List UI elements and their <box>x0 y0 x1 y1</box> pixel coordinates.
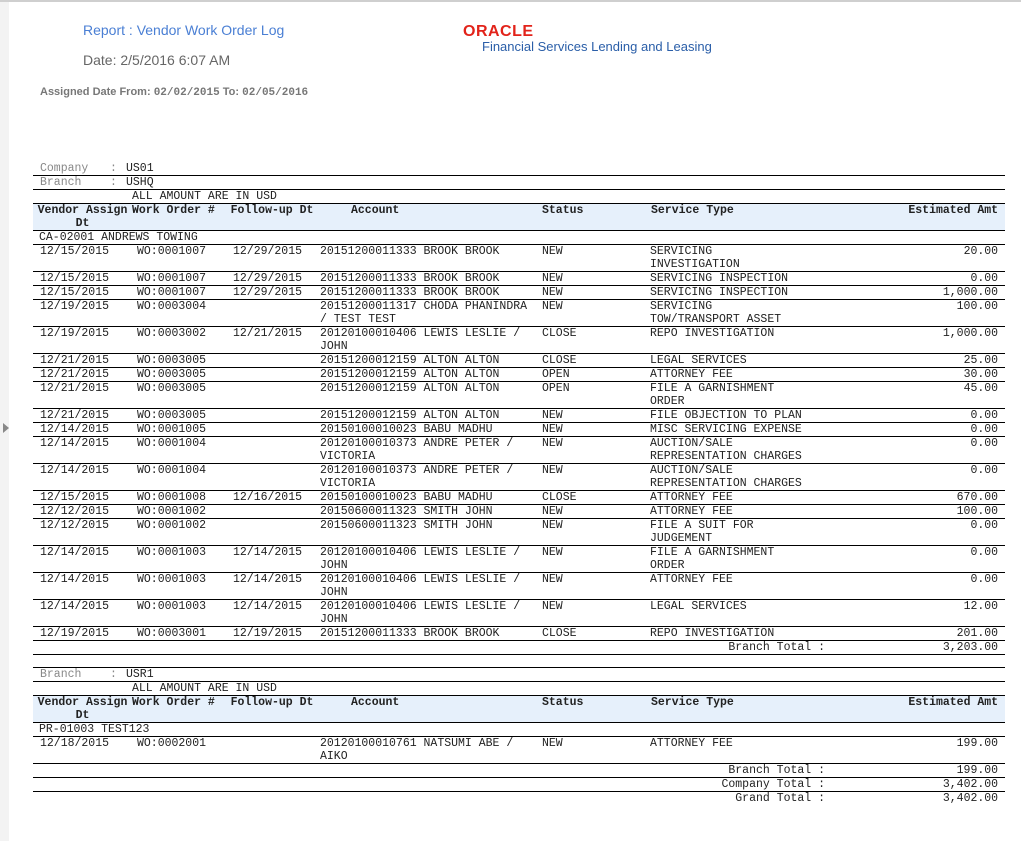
total-row <box>33 778 1005 792</box>
cell-account: 20150100010023 BABU MADHU <box>314 423 536 437</box>
cell-work-order: WO:0001004 <box>132 437 230 464</box>
cell-work-order: WO:0001005 <box>132 423 230 437</box>
cell-vendor-assign-dt: 12/14/2015 <box>33 546 132 573</box>
cell-follow-up-dt <box>230 354 314 368</box>
cell-estimated-amt: 0.00 <box>805 409 1005 423</box>
cell-service-type: FILE A SUIT FOR JUDGEMENT <box>645 519 805 546</box>
range-to-value: 02/05/2016 <box>242 87 309 99</box>
cell-service-type: ATTORNEY FEE <box>645 505 805 519</box>
table-row <box>33 573 1005 600</box>
left-panel-strip <box>0 2 9 841</box>
report-title: Report : Vendor Work Order Log <box>83 22 285 38</box>
cell-vendor-assign-dt: 12/21/2015 <box>33 382 132 409</box>
cell-work-order: WO:0001002 <box>132 519 230 546</box>
table-row <box>33 409 1005 423</box>
column-header-estimated-amt: Estimated Amt <box>805 696 1005 723</box>
cell-vendor-assign-dt: 12/15/2015 <box>33 491 132 505</box>
cell-service-type: ATTORNEY FEE <box>645 573 805 600</box>
cell-vendor-assign-dt: 12/14/2015 <box>33 423 132 437</box>
cell-vendor-assign-dt: 12/19/2015 <box>33 627 132 641</box>
cell-work-order: WO:0001007 <box>132 286 230 300</box>
cell-service-type: REPO INVESTIGATION <box>645 627 805 641</box>
cell-estimated-amt: 30.00 <box>805 368 1005 382</box>
total-value: 3,402.00 <box>942 792 999 805</box>
cell-follow-up-dt <box>230 368 314 382</box>
cell-vendor-assign-dt: 12/15/2015 <box>33 272 132 286</box>
cell-estimated-amt: 20.00 <box>805 245 1005 272</box>
branch-row-cell <box>33 176 1005 190</box>
cell-follow-up-dt: 12/21/2015 <box>230 327 314 354</box>
total-label-text: Company Total : <box>721 778 825 791</box>
column-header-vendor-assign-dt: Vendor Assign Dt <box>33 696 132 723</box>
column-header-follow-up-dt: Follow-up Dt <box>230 204 314 231</box>
cell-work-order: WO:0003001 <box>132 627 230 641</box>
table-row <box>33 491 1005 505</box>
cell-vendor-assign-dt: 12/18/2015 <box>33 737 132 764</box>
range-from-value: 02/02/2015 <box>153 87 220 99</box>
cell-follow-up-dt <box>230 382 314 409</box>
cell-estimated-amt: 0.00 <box>805 519 1005 546</box>
cell-service-type: SERVICING INSPECTION <box>645 286 805 300</box>
expand-panel-arrow-icon[interactable] <box>3 423 9 433</box>
oracle-logo <box>463 24 712 54</box>
cell-account: 20120100010761 NATSUMI ABE / AIKO <box>314 737 536 764</box>
table-row <box>33 286 1005 300</box>
cell-follow-up-dt: 12/14/2015 <box>230 573 314 600</box>
cell-service-type: LEGAL SERVICES <box>645 600 805 627</box>
cell-status: NEW <box>536 519 645 546</box>
assigned-date-range <box>40 86 308 99</box>
cell-status: OPEN <box>536 382 645 409</box>
total-value: 3,402.00 <box>805 778 1005 792</box>
cell-estimated-amt: 12.00 <box>805 600 1005 627</box>
spacer <box>33 682 132 696</box>
column-header-estimated-amt: Estimated Amt <box>805 204 1005 231</box>
cell-work-order: WO:0001008 <box>132 491 230 505</box>
table-row <box>33 423 1005 437</box>
spacer <box>33 190 132 204</box>
cell-estimated-amt: 201.00 <box>805 627 1005 641</box>
table-row <box>33 437 1005 464</box>
cell-account: 20150600011323 SMITH JOHN <box>314 519 536 546</box>
column-header-service-type: Service Type <box>645 696 805 723</box>
cell-account: 20151200011333 BROOK BROOK <box>314 245 536 272</box>
cell-status: NEW <box>536 600 645 627</box>
total-value: 3,203.00 <box>805 641 1005 655</box>
cell-follow-up-dt <box>230 464 314 491</box>
cell-status: CLOSE <box>536 327 645 354</box>
cell-follow-up-dt: 12/19/2015 <box>230 627 314 641</box>
cell-follow-up-dt: 12/29/2015 <box>230 286 314 300</box>
cell-status: NEW <box>536 286 645 300</box>
cell-status: NEW <box>536 437 645 464</box>
table-row <box>33 737 1005 764</box>
cell-work-order: WO:0001003 <box>132 573 230 600</box>
cell-estimated-amt: 0.00 <box>805 573 1005 600</box>
cell-follow-up-dt: 12/29/2015 <box>230 272 314 286</box>
table-row <box>33 505 1005 519</box>
cell-account: 20120100010406 LEWIS LESLIE / JOHN <box>314 573 536 600</box>
cell-work-order: WO:0001002 <box>132 505 230 519</box>
cell-vendor-assign-dt: 12/21/2015 <box>33 409 132 423</box>
cell-follow-up-dt: 12/16/2015 <box>230 491 314 505</box>
cell-service-type: SERVICING INVESTIGATION <box>645 245 805 272</box>
cell-follow-up-dt <box>230 423 314 437</box>
cell-account: 20120100010373 ANDRE PETER / VICTORIA <box>314 464 536 491</box>
table-row <box>33 300 1005 327</box>
table-row <box>33 464 1005 491</box>
cell-estimated-amt: 0.00 <box>805 437 1005 464</box>
company-row-label: Company <box>40 162 89 175</box>
cell-follow-up-dt <box>230 505 314 519</box>
table-row <box>33 368 1005 382</box>
cell-follow-up-dt <box>230 519 314 546</box>
column-header-account: Account <box>314 696 536 723</box>
cell-status: NEW <box>536 245 645 272</box>
report-date: Date: 2/5/2016 6:07 AM <box>83 52 231 68</box>
table-row <box>33 627 1005 641</box>
cell-follow-up-dt: 12/29/2015 <box>230 245 314 272</box>
colon: : <box>110 176 117 189</box>
cell-service-type: AUCTION/SALE REPRESENTATION CHARGES <box>645 437 805 464</box>
cell-work-order: WO:0002001 <box>132 737 230 764</box>
cell-work-order: WO:0003005 <box>132 409 230 423</box>
cell-status: NEW <box>536 300 645 327</box>
table-row <box>33 245 1005 272</box>
cell-vendor-assign-dt: 12/15/2015 <box>33 245 132 272</box>
cell-work-order: WO:0001003 <box>132 546 230 573</box>
column-header-service-type: Service Type <box>645 204 805 231</box>
column-header-row <box>33 204 1005 231</box>
cell-vendor-assign-dt: 12/14/2015 <box>33 600 132 627</box>
column-header-account: Account <box>314 204 536 231</box>
branch-row <box>33 668 1005 682</box>
cell-vendor-assign-dt: 12/19/2015 <box>33 300 132 327</box>
cell-status: OPEN <box>536 368 645 382</box>
total-label <box>33 792 825 806</box>
vendor-name: PR-01003 TEST123 <box>33 723 1005 737</box>
cell-estimated-amt: 199.00 <box>805 737 1005 764</box>
cell-service-type: ATTORNEY FEE <box>645 491 805 505</box>
cell-service-type: FILE A GARNISHMENT ORDER <box>645 382 805 409</box>
branch-row-label: Branch <box>40 176 82 189</box>
cell-work-order: WO:0001007 <box>132 245 230 272</box>
column-header-status: Status <box>536 696 645 723</box>
currency-note-row <box>33 190 1005 204</box>
cell-estimated-amt: 1,000.00 <box>805 286 1005 300</box>
table-row <box>33 546 1005 573</box>
section-spacer-row <box>33 655 1005 668</box>
total-label-text: Grand Total : <box>735 792 825 805</box>
window-top-border <box>0 0 1021 2</box>
cell-service-type: ATTORNEY FEE <box>645 737 805 764</box>
total-label <box>33 764 825 778</box>
cell-status: NEW <box>536 423 645 437</box>
cell-service-type: SERVICING INSPECTION <box>645 272 805 286</box>
table-row <box>33 272 1005 286</box>
cell-status: NEW <box>536 737 645 764</box>
cell-status: CLOSE <box>536 491 645 505</box>
branch-row-cell <box>33 668 1005 682</box>
cell-estimated-amt: 1,000.00 <box>805 327 1005 354</box>
currency-note: ALL AMOUNT ARE IN USD <box>132 190 1005 204</box>
cell-account: 20151200012159 ALTON ALTON <box>314 409 536 423</box>
colon: : <box>110 668 117 681</box>
cell-follow-up-dt: 12/14/2015 <box>230 546 314 573</box>
cell-account: 20151200012159 ALTON ALTON <box>314 354 536 368</box>
cell-status: CLOSE <box>536 627 645 641</box>
cell-status: NEW <box>536 546 645 573</box>
cell-estimated-amt: 0.00 <box>805 272 1005 286</box>
cell-service-type: MISC SERVICING EXPENSE <box>645 423 805 437</box>
branch-row-value: USHQ <box>126 176 154 189</box>
cell-service-type: ATTORNEY FEE <box>645 368 805 382</box>
cell-account: 20120100010406 LEWIS LESLIE / JOHN <box>314 600 536 627</box>
table-row <box>33 519 1005 546</box>
cell-work-order: WO:0003005 <box>132 354 230 368</box>
cell-account: 20150100010023 BABU MADHU <box>314 491 536 505</box>
currency-note: ALL AMOUNT ARE IN USD <box>132 682 1005 696</box>
cell-account: 20151200011333 BROOK BROOK <box>314 272 536 286</box>
table-row <box>33 327 1005 354</box>
column-header-work-order: Work Order # <box>132 696 230 723</box>
cell-account: 20151200012159 ALTON ALTON <box>314 382 536 409</box>
cell-service-type: FILE A GARNISHMENT ORDER <box>645 546 805 573</box>
cell-service-type: AUCTION/SALE REPRESENTATION CHARGES <box>645 464 805 491</box>
cell-work-order: WO:0003005 <box>132 368 230 382</box>
cell-vendor-assign-dt: 12/14/2015 <box>33 573 132 600</box>
company-row <box>33 162 1005 176</box>
cell-service-type: SERVICING TOW/TRANSPORT ASSET <box>645 300 805 327</box>
total-row <box>33 792 1005 806</box>
cell-follow-up-dt: 12/14/2015 <box>230 600 314 627</box>
cell-vendor-assign-dt: 12/19/2015 <box>33 327 132 354</box>
range-to-label: To: <box>222 86 240 98</box>
cell-estimated-amt: 25.00 <box>805 354 1005 368</box>
colon: : <box>110 162 117 175</box>
cell-work-order: WO:0001007 <box>132 272 230 286</box>
cell-work-order: WO:0001003 <box>132 600 230 627</box>
cell-vendor-assign-dt: 12/14/2015 <box>33 464 132 491</box>
cell-status: NEW <box>536 272 645 286</box>
cell-vendor-assign-dt: 12/12/2015 <box>33 505 132 519</box>
cell-account: 20120100010406 LEWIS LESLIE / JOHN <box>314 546 536 573</box>
cell-status: CLOSE <box>536 354 645 368</box>
cell-work-order: WO:0003002 <box>132 327 230 354</box>
table-row <box>33 600 1005 627</box>
product-name: Financial Services Lending and Leasing <box>482 39 712 54</box>
cell-status: NEW <box>536 573 645 600</box>
cell-status: NEW <box>536 464 645 491</box>
cell-work-order: WO:0003005 <box>132 382 230 409</box>
cell-status: NEW <box>536 505 645 519</box>
table-row <box>33 354 1005 368</box>
cell-account: 20120100010373 ANDRE PETER / VICTORIA <box>314 437 536 464</box>
currency-note-row <box>33 682 1005 696</box>
spacer <box>33 655 1005 668</box>
cell-follow-up-dt <box>230 300 314 327</box>
branch-row <box>33 176 1005 190</box>
cell-estimated-amt: 100.00 <box>805 300 1005 327</box>
company-row-value: US01 <box>126 162 154 175</box>
cell-account: 20151200012159 ALTON ALTON <box>314 368 536 382</box>
oracle-wordmark: ORACLE <box>463 23 534 40</box>
cell-account: 20151200011333 BROOK BROOK <box>314 286 536 300</box>
cell-follow-up-dt <box>230 437 314 464</box>
cell-account: 20151200011333 BROOK BROOK <box>314 627 536 641</box>
cell-vendor-assign-dt: 12/14/2015 <box>33 437 132 464</box>
column-header-work-order: Work Order # <box>132 204 230 231</box>
vendor-name: CA-02001 ANDREWS TOWING <box>33 231 1005 245</box>
branch-row-label: Branch <box>40 668 82 681</box>
column-header-row <box>33 696 1005 723</box>
cell-work-order: WO:0003004 <box>132 300 230 327</box>
report-body <box>33 162 1005 805</box>
total-label-text: Branch Total : <box>728 764 825 777</box>
cell-vendor-assign-dt: 12/12/2015 <box>33 519 132 546</box>
cell-estimated-amt: 670.00 <box>805 491 1005 505</box>
cell-account: 20151200011317 CHODA PHANINDRA / TEST TEST <box>314 300 536 327</box>
table-row <box>33 382 1005 409</box>
cell-estimated-amt: 0.00 <box>805 546 1005 573</box>
cell-service-type: REPO INVESTIGATION <box>645 327 805 354</box>
cell-status: NEW <box>536 409 645 423</box>
cell-account: 20120100010406 LEWIS LESLIE / JOHN <box>314 327 536 354</box>
cell-work-order: WO:0001004 <box>132 464 230 491</box>
cell-account: 20150600011323 SMITH JOHN <box>314 505 536 519</box>
total-label-text: Branch Total : <box>728 641 825 654</box>
total-label <box>33 778 825 792</box>
total-row <box>33 641 1005 655</box>
cell-vendor-assign-dt: 12/15/2015 <box>33 286 132 300</box>
cell-service-type: LEGAL SERVICES <box>645 354 805 368</box>
branch-row-value: USR1 <box>126 668 154 681</box>
column-header-vendor-assign-dt: Vendor Assign Dt <box>33 204 132 231</box>
company-row-cell <box>33 162 1005 176</box>
cell-estimated-amt: 45.00 <box>805 382 1005 409</box>
cell-estimated-amt: 100.00 <box>805 505 1005 519</box>
vendor-group-row <box>33 231 1005 245</box>
vendor-group-row <box>33 723 1005 737</box>
cell-vendor-assign-dt: 12/21/2015 <box>33 354 132 368</box>
cell-vendor-assign-dt: 12/21/2015 <box>33 368 132 382</box>
total-label <box>33 641 825 655</box>
cell-estimated-amt: 0.00 <box>805 464 1005 491</box>
cell-follow-up-dt <box>230 737 314 764</box>
column-header-status: Status <box>536 204 645 231</box>
cell-estimated-amt: 0.00 <box>805 423 1005 437</box>
range-from-label: Assigned Date From: <box>40 86 151 98</box>
column-header-follow-up-dt: Follow-up Dt <box>230 696 314 723</box>
cell-follow-up-dt <box>230 409 314 423</box>
cell-service-type: FILE OBJECTION TO PLAN <box>645 409 805 423</box>
total-row <box>33 764 1005 778</box>
total-value: 199.00 <box>805 764 1005 778</box>
work-order-table <box>33 162 1005 805</box>
